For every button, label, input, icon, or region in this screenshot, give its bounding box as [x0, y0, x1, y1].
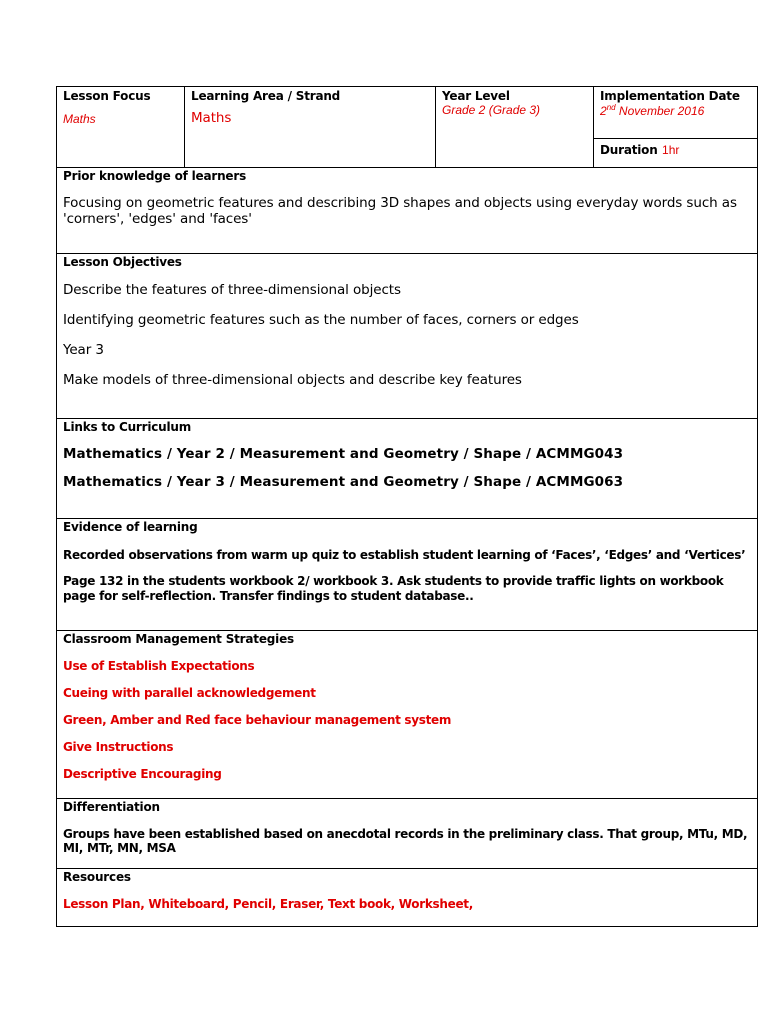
learning-area-value: Maths [191, 110, 232, 126]
evidence-item: Recorded observations from warm up quiz to establish student learning of ‘Faces’, ‘Edges’ and ‘Vertices’ [63, 548, 746, 562]
year-level-value: Grade 2 (Grade 3) [442, 103, 541, 117]
lesson-plan-table [56, 86, 758, 927]
year-level-label: Year Level [442, 89, 510, 103]
prior-knowledge-text: Focusing on geometric features and describing 3D shapes and objects using everyday words such as 'corners', 'edges' and 'faces' [63, 195, 737, 227]
learning-area-cell [185, 87, 436, 168]
objective-item: Identifying geometric features such as the number of faces, corners or edges [63, 312, 579, 328]
strategy-item: Use of Establish Expectations [63, 659, 255, 673]
curriculum-link: Mathematics / Year 2 / Measurement and Geometry / Shape / ACMMG043 [63, 446, 624, 462]
lesson-focus-label: Lesson Focus [63, 89, 151, 103]
duration-value: 1hr [662, 143, 680, 157]
strategy-item: Cueing with parallel acknowledgement [63, 686, 316, 700]
objective-item: Year 3 [63, 342, 104, 358]
implementation-date-rest: November 2016 [615, 104, 705, 118]
curriculum-label: Links to Curriculum [63, 420, 192, 434]
prior-knowledge-label: Prior knowledge of learners [63, 169, 247, 183]
differentiation-text: Groups have been established based on anecdotal records in the preliminary class. That group, MTu, MD, MI, MTr, MN, MSA [63, 827, 748, 855]
curriculum-link: Mathematics / Year 3 / Measurement and Geometry / Shape / ACMMG063 [63, 474, 624, 490]
objective-item: Describe the features of three-dimensional objects [63, 282, 401, 298]
differentiation-label: Differentiation [63, 800, 160, 814]
lesson-focus-cell [57, 87, 185, 168]
prior-knowledge-cell [57, 168, 758, 254]
evidence-cell [57, 519, 758, 631]
classroom-management-cell [57, 631, 758, 799]
strategy-item: Give Instructions [63, 740, 174, 754]
lesson-objectives-label: Lesson Objectives [63, 255, 182, 269]
implementation-date-cell [594, 87, 758, 139]
implementation-date-day: 2 [600, 104, 607, 118]
lesson-focus-value: Maths [63, 112, 96, 126]
differentiation-cell [57, 799, 758, 869]
evidence-label: Evidence of learning [63, 520, 198, 534]
strategy-item: Green, Amber and Red face behaviour management system [63, 713, 452, 727]
objective-item: Make models of three-dimensional objects and describe key features [63, 372, 522, 388]
lesson-objectives-cell [57, 254, 758, 419]
classroom-management-label: Classroom Management Strategies [63, 632, 294, 646]
strategy-item: Descriptive Encouraging [63, 767, 222, 781]
implementation-date-label: Implementation Date [600, 89, 740, 103]
implementation-date-value [600, 103, 751, 118]
duration-cell [594, 139, 758, 168]
implementation-date-suffix: nd [606, 103, 616, 112]
lesson-plan-page [56, 86, 757, 927]
curriculum-cell [57, 419, 758, 519]
resources-label: Resources [63, 870, 131, 884]
learning-area-label: Learning Area / Strand [191, 89, 341, 103]
year-level-cell [436, 87, 594, 168]
resources-cell [57, 869, 758, 927]
evidence-item: Page 132 in the students workbook 2/ workbook 3. Ask students to provide traffic lights on workbook page for self-reflection. Transfer findings to student database.. [63, 574, 724, 603]
duration-label: Duration [600, 143, 658, 157]
resources-text: Lesson Plan, Whiteboard, Pencil, Eraser, Text book, Worksheet, [63, 897, 473, 911]
